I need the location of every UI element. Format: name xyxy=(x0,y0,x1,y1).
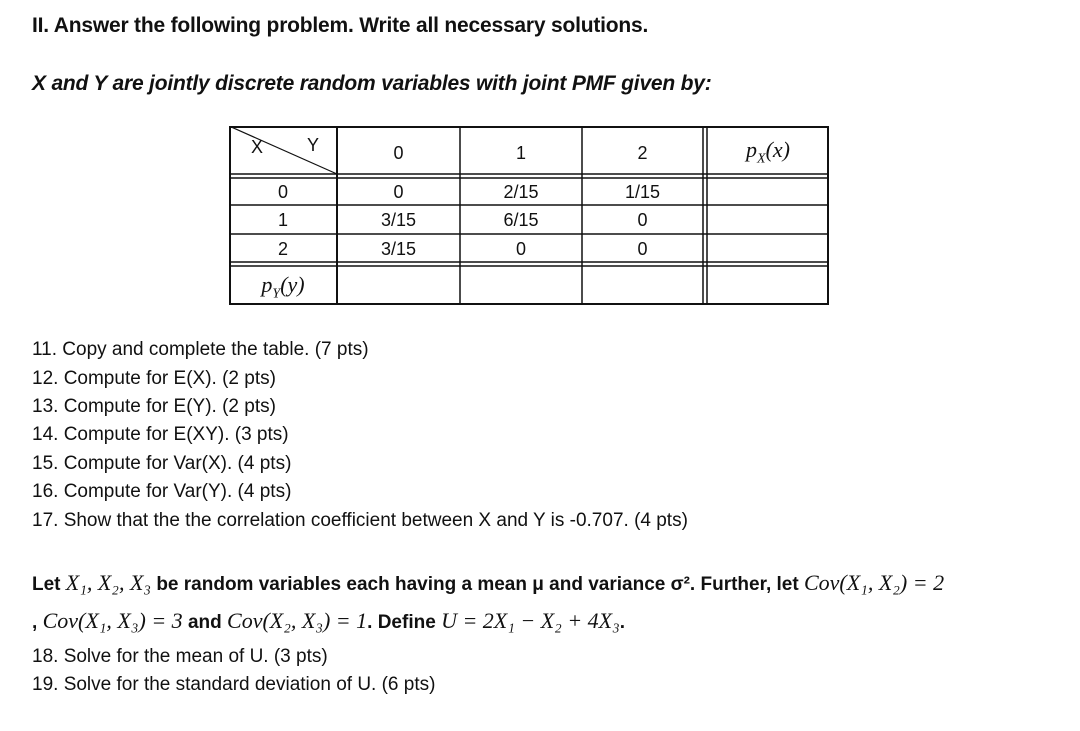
row-2-cell-1: 0 xyxy=(515,239,526,259)
corner-y-label: Y xyxy=(306,135,319,155)
col-header-0: 0 xyxy=(393,143,404,163)
row-1-cell-0: 3/15 xyxy=(380,210,417,230)
para-let: Let xyxy=(32,574,61,595)
para-u-def-text: U = 2X₁ − X₂ + 4X₃ xyxy=(441,608,620,633)
section-heading: II. Answer the following problem. Write all necessary solutions. xyxy=(32,14,649,37)
question-19: 19. Solve for the standard deviation of U. (6 pts) xyxy=(32,674,436,695)
row-2-cell-0: 3/15 xyxy=(380,239,417,259)
px-header-p: p xyxy=(746,137,757,162)
para-cov12 xyxy=(804,570,944,595)
problem-intro: X and Y are jointly discrete random variables with joint PMF given by: xyxy=(32,72,712,95)
row-2-cell-2: 0 xyxy=(637,239,648,259)
para-text: be random variables each having a mean μ and variance σ². Further, let xyxy=(156,574,799,595)
question-15: 15. Compute for Var(X). (4 pts) xyxy=(32,453,292,474)
para-define: . Define xyxy=(367,612,436,633)
para-cov23 xyxy=(227,608,367,633)
row-2-x: 2 xyxy=(277,239,288,259)
col-header-1: 1 xyxy=(515,143,526,163)
para-comma: , xyxy=(32,612,38,633)
py-label-arg: (y) xyxy=(280,272,305,297)
para-u-def xyxy=(441,608,620,633)
para-vars-text: X₁, X₂, X₃ xyxy=(65,570,152,595)
question-12: 12. Compute for E(X). (2 pts) xyxy=(32,368,276,389)
paragraph-line-1 xyxy=(32,570,944,596)
para-cov23-text: Cov(X₂, X₃) = 1 xyxy=(227,608,368,633)
para-cov13 xyxy=(43,608,183,633)
paragraph-line-2 xyxy=(32,608,625,634)
para-vars xyxy=(66,570,151,595)
row-1-x: 1 xyxy=(277,210,288,230)
row-0-cell-1: 2/15 xyxy=(503,182,539,202)
para-cov13-text: Cov(X₁, X₃) = 3 xyxy=(42,608,183,633)
question-13: 13. Compute for E(Y). (2 pts) xyxy=(32,396,276,417)
py-label xyxy=(229,274,337,301)
joint-pmf-table xyxy=(229,126,829,305)
col-header-2: 2 xyxy=(637,143,648,163)
py-label-sub: Y xyxy=(272,286,281,302)
row-1-cell-1: 6/15 xyxy=(503,210,539,230)
question-16: 16. Compute for Var(Y). (4 pts) xyxy=(32,481,292,502)
row-1-cell-2: 0 xyxy=(637,210,648,230)
question-14: 14. Compute for E(XY). (3 pts) xyxy=(32,424,289,445)
para-cov12-text: Cov(X₁, X₂) = 2 xyxy=(803,570,945,595)
row-0-cell-2: 1/15 xyxy=(624,182,661,202)
question-11: 11. Copy and complete the table. (7 pts) xyxy=(32,339,369,360)
corner-x-label: X xyxy=(250,137,263,157)
para-and: and xyxy=(187,612,222,633)
row-0-x: 0 xyxy=(277,182,288,202)
para-end: . xyxy=(619,612,626,633)
px-header-sub: X xyxy=(757,151,766,167)
row-0-cell-0: 0 xyxy=(393,182,404,202)
py-label-p: p xyxy=(261,272,273,297)
question-17: 17. Show that the the correlation coefficient between X and Y is -0.707. (4 pts) xyxy=(32,510,688,531)
question-18: 18. Solve for the mean of U. (3 pts) xyxy=(32,646,328,667)
px-header-arg: (x) xyxy=(765,137,790,162)
px-header xyxy=(707,139,829,166)
